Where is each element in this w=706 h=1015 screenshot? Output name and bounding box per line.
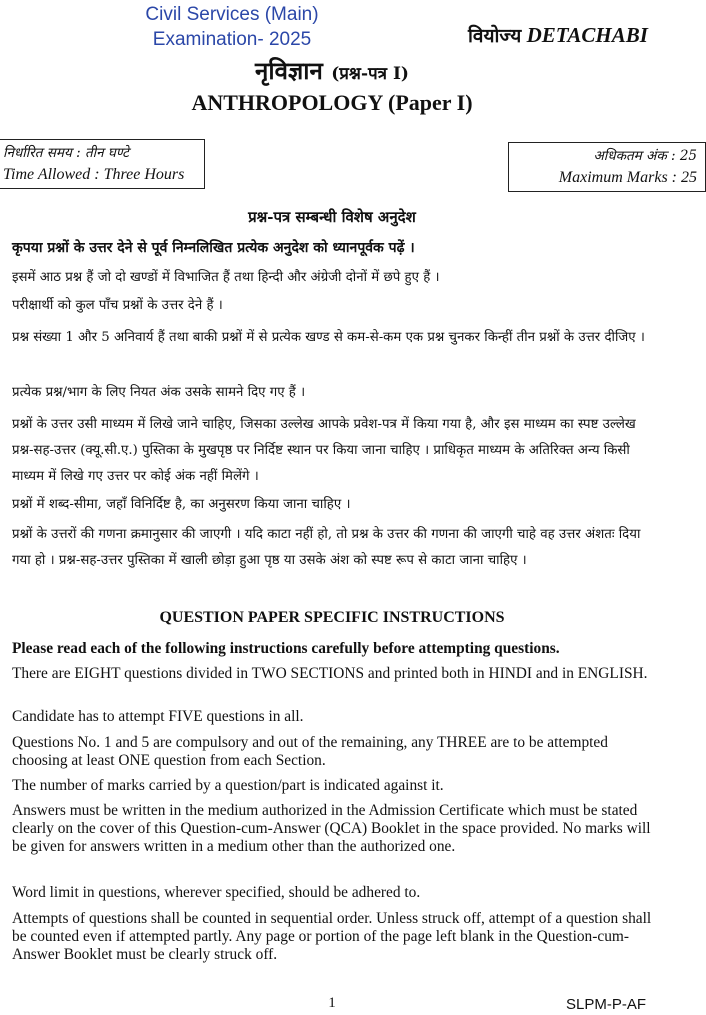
paper-number-hi: (प्रश्न-पत्र I)	[331, 64, 409, 84]
page-number: 1	[328, 995, 336, 1011]
english-instruction-item: The number of marks carried by a question/part is indicated against it.	[12, 777, 444, 794]
english-instruction-item: There are EIGHT questions divided in TWO SECTIONS and printed both in HINDI and in ENGLISH.	[12, 665, 648, 682]
subject-name-hi: नृविज्ञान	[255, 56, 323, 85]
english-instructions-lead: Please read each of the following instructions carefully before attempting questions.	[12, 640, 560, 657]
english-instructions-heading: QUESTION PAPER SPECIFIC INSTRUCTIONS	[159, 609, 505, 626]
hindi-instructions-heading: प्रश्न-पत्र सम्बन्धी विशेष अनुदेश	[248, 208, 416, 226]
exam-name: Civil Services (Main)	[145, 4, 319, 25]
hindi-instruction-item: प्रश्नों के उत्तर उसी माध्यम में लिखे जाने चाहिए, जिसका उल्लेख आपके प्रवेश-पत्र में किया गया है, और इस माध्यम का स्पष्ट उल्लेख प्रश्न-सह-उत्तर (क्यू.सी.ए.) पुस्तिका के मुखपृष्ठ पर निर्दिष्ट स्थान पर किया जाना चाहिए । प्राधिकृत माध्यम के अतिरिक्त अन्य किसी माध्यम में लिखे गए उत्तर पर कोई अंक नहीं मिलेंगे ।	[12, 417, 636, 484]
time-allowed-en: Time Allowed : Three Hours	[3, 166, 185, 183]
hindi-instruction-item: प्रश्नों के उत्तरों की गणना क्रमानुसार की जाएगी । यदि काटा नहीं हो, तो प्रश्न के उत्तर की गणना की जाएगी चाहे वह उत्तर अंशतः दिया गया हो । प्रश्न-सह-उत्तर पुस्तिका में खाली छोड़ा हुआ पृष्ठ या उसके अंश को स्पष्ट रूप से काटा जाना चाहिए ।	[12, 527, 641, 568]
hindi-instruction-item: प्रश्नों में शब्द-सीमा, जहाँ विनिर्दिष्ट है, का अनुसरण किया जाना चाहिए ।	[12, 497, 351, 512]
detachable-label	[468, 22, 648, 48]
time-allowed-hi: निर्धारित समय : तीन घण्टे	[3, 145, 129, 161]
maximum-marks-box	[508, 142, 706, 192]
hindi-instruction-item: प्रत्येक प्रश्न/भाग के लिए नियत अंक उसके सामने दिए गए हैं ।	[12, 385, 306, 400]
english-instruction-item: Word limit in questions, wherever specified, should be adhered to.	[12, 884, 421, 901]
english-instruction-item: Answers must be written in the medium authorized in the Admission Certificate which must be stated clearly on the cover of this Question-cum-Answer (QCA) Booklet in the space provided. No marks will be given for answers written in a medium other than the authorized one.	[12, 802, 651, 855]
subject-title-english: ANTHROPOLOGY (Paper I)	[191, 90, 473, 115]
exam-year: Examination- 2025	[152, 29, 312, 50]
english-instruction-item: Attempts of questions shall be counted in sequential order. Unless struck off, attempt of a question shall be counted even if attempted partly. Any page or portion of the page left blank in the Question-cum-Answer Booklet must be clearly struck off.	[12, 910, 652, 963]
hindi-instruction-item: प्रश्न संख्या 1 और 5 अनिवार्य हैं तथा बाकी प्रश्नों में से प्रत्येक खण्ड से कम-से-कम एक प्रश्न चुनकर किन्हीं तीन प्रश्नों के उत्तर दीजिए ।	[12, 330, 645, 345]
time-allowed-box	[0, 139, 205, 189]
paper-code: SLPM-P-AF	[566, 996, 647, 1013]
hindi-instruction-item: परीक्षार्थी को कुल पाँच प्रश्नों के उत्तर देने हैं ।	[12, 298, 223, 313]
maximum-marks-hi: अधिकतम अंक : 25	[593, 148, 697, 164]
hindi-instructions-lead: कृपया प्रश्नों के उत्तर देने से पूर्व निम्नलिखित प्रत्येक अनुदेश को ध्यानपूर्वक पढ़ें ।	[12, 240, 415, 256]
maximum-marks-en: Maximum Marks : 25	[558, 169, 697, 186]
detachable-en: DETACHABI	[526, 23, 648, 47]
english-instruction-item: Candidate has to attempt FIVE questions in all.	[12, 708, 304, 725]
subject-title-hindi	[0, 54, 664, 87]
english-instruction-item: Questions No. 1 and 5 are compulsory and out of the remaining, any THREE are to be attempted choosing at least ONE question from each Section.	[12, 734, 608, 769]
hindi-instruction-item: इसमें आठ प्रश्न हैं जो दो खण्डों में विभाजित हैं तथा हिन्दी और अंग्रेजी दोनों में छपे हुए हैं ।	[12, 270, 440, 285]
detachable-hi: वियोज्य	[468, 25, 522, 47]
